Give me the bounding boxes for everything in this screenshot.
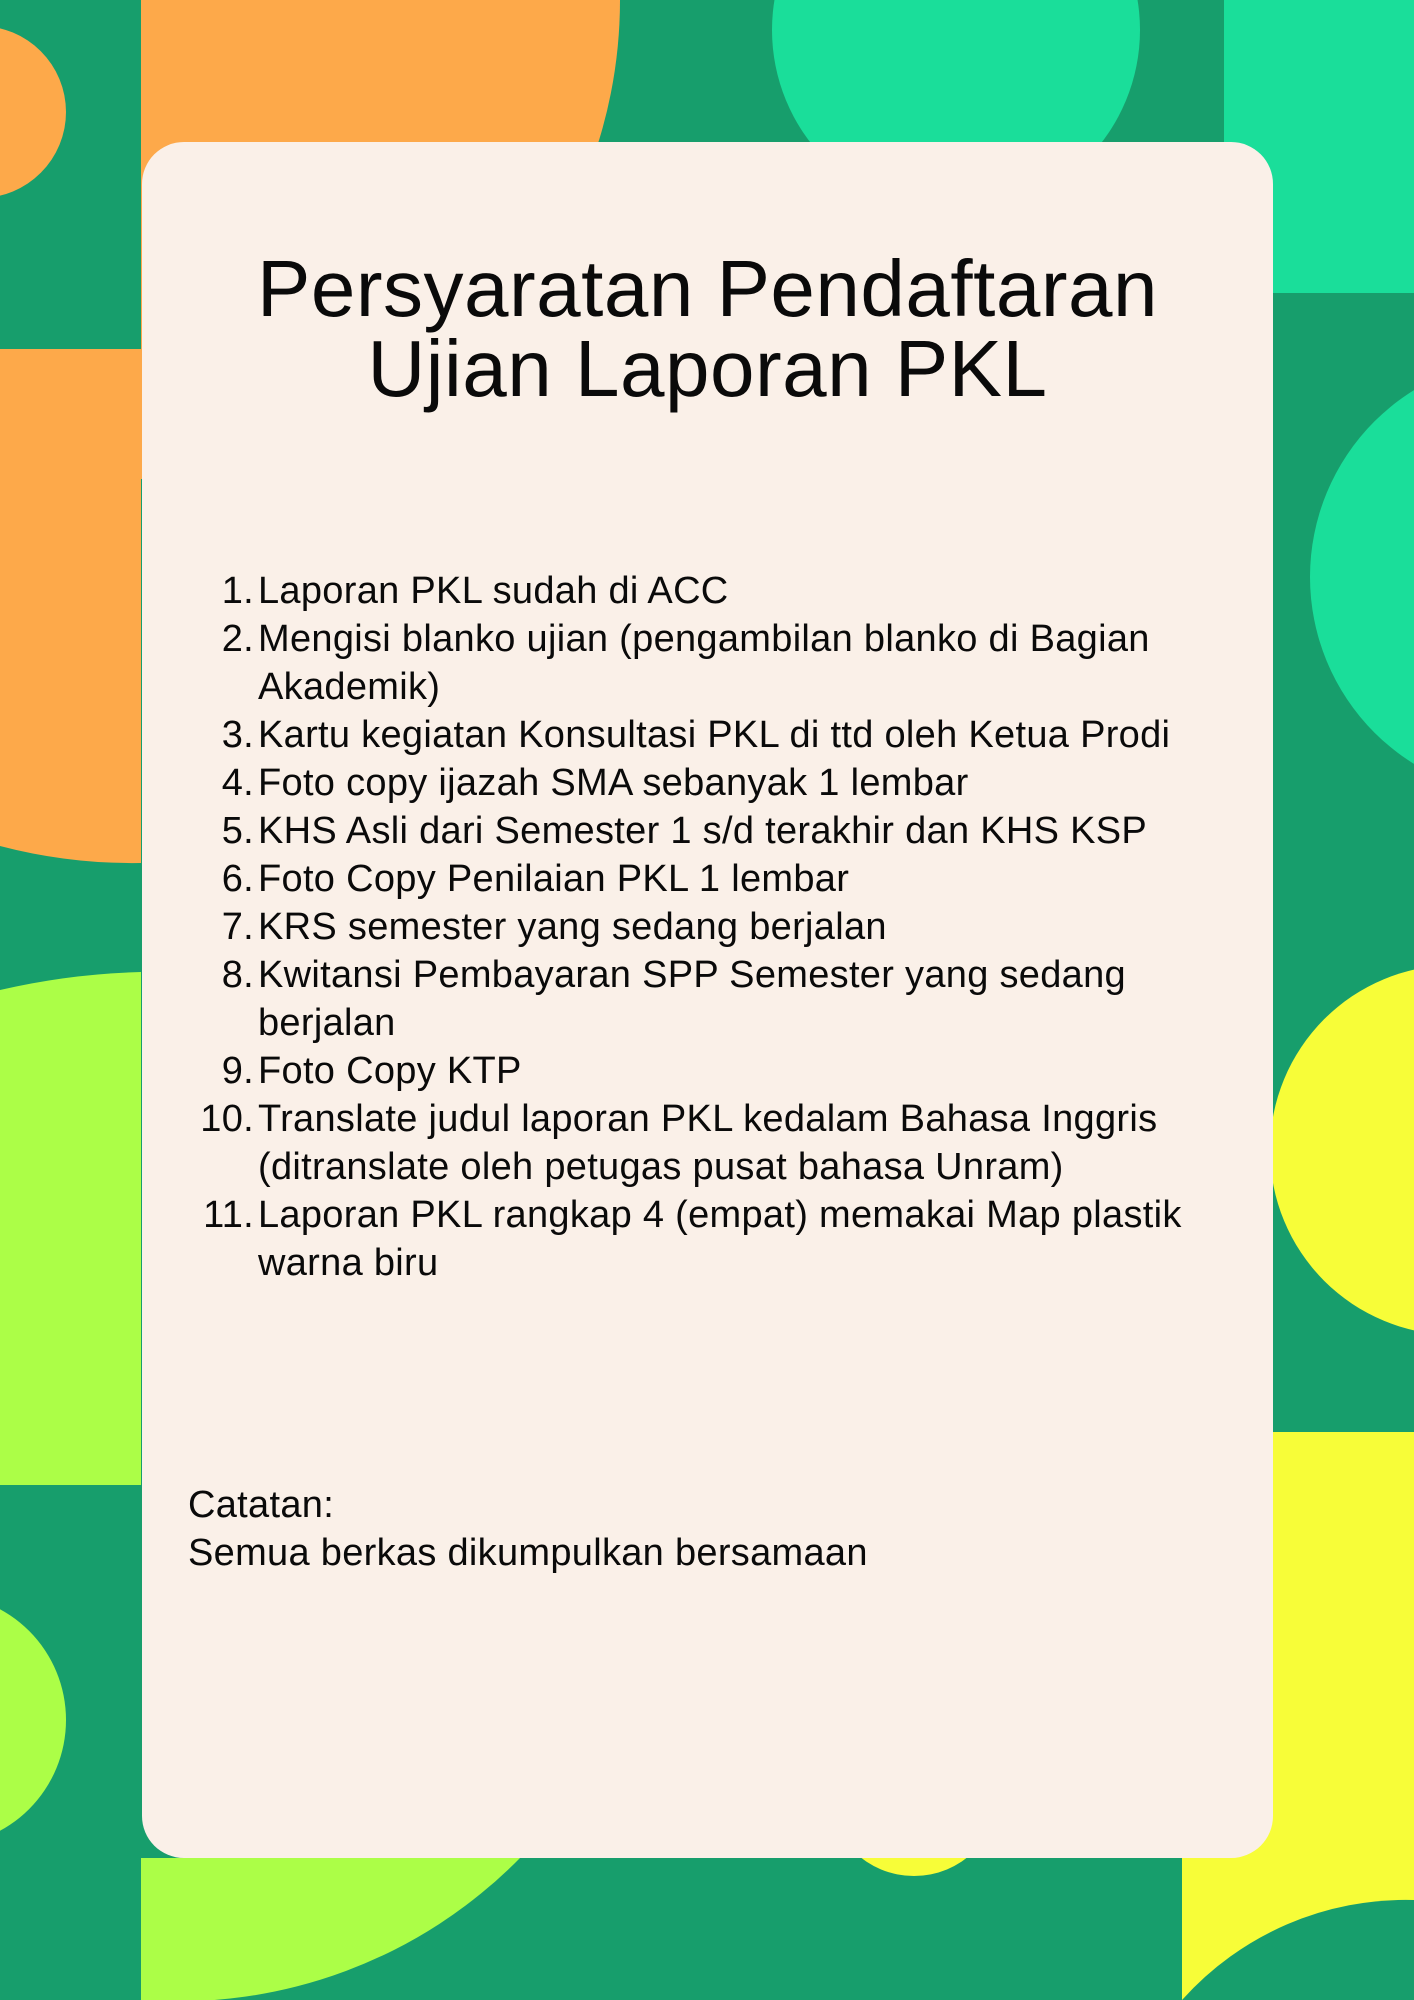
list-item	[190, 1191, 1230, 1287]
list-item	[190, 807, 1230, 855]
item-text: Laporan PKL rangkap 4 (empat) memakai Map plastik warna biru	[258, 1194, 1182, 1284]
item-text: Foto Copy KTP	[258, 1050, 522, 1092]
note-section	[188, 1481, 868, 1577]
item-text: Kwitansi Pembayaran SPP Semester yang sedang berjalan	[258, 954, 1126, 1044]
item-text: Kartu kegiatan Konsultasi PKL di ttd oleh Ketua Prodi	[258, 714, 1171, 756]
item-number: 8.	[221, 954, 254, 996]
list-item	[190, 855, 1230, 903]
list-item	[190, 1095, 1230, 1191]
item-number: 3.	[221, 714, 254, 756]
item-number: 11.	[203, 1194, 254, 1236]
lime-shape-left	[0, 972, 141, 1485]
list-item	[190, 1047, 1230, 1095]
item-text: KHS Asli dari Semester 1 s/d terakhir dan KHS KSP	[258, 810, 1148, 852]
title-line-2: Ujian Laporan PKL	[367, 324, 1048, 413]
item-number: 10.	[200, 1098, 254, 1140]
item-text: Translate judul laporan PKL kedalam Bahasa Inggris (ditranslate oleh petugas pusat bahasa Unram)	[258, 1098, 1158, 1188]
note-label: Catatan:	[188, 1484, 335, 1526]
orange-shape-left	[0, 349, 141, 863]
item-text: Foto Copy Penilaian PKL 1 lembar	[258, 858, 850, 900]
list-item	[190, 903, 1230, 951]
item-number: 4.	[221, 762, 254, 804]
requirements-list	[190, 567, 1230, 1287]
content-card	[142, 142, 1273, 1858]
list-item	[190, 567, 1230, 615]
item-number: 1.	[221, 570, 254, 612]
item-number: 2.	[221, 618, 254, 660]
item-text: Foto copy ijazah SMA sebanyak 1 lembar	[258, 762, 969, 804]
title-line-1: Persyaratan Pendaftaran	[257, 244, 1158, 333]
note-text: Semua berkas dikumpulkan bersamaan	[188, 1532, 868, 1574]
list-item	[190, 951, 1230, 1047]
item-number: 9.	[221, 1050, 254, 1092]
page-title	[142, 244, 1273, 413]
list-item	[190, 615, 1230, 711]
item-number: 5.	[221, 810, 254, 852]
list-item	[190, 759, 1230, 807]
item-number: 7.	[221, 906, 254, 948]
item-text: Mengisi blanko ujian (pengambilan blanko di Bagian Akademik)	[258, 618, 1150, 708]
item-text: KRS semester yang sedang berjalan	[258, 906, 887, 948]
list-item	[190, 711, 1230, 759]
item-text: Laporan PKL sudah di ACC	[258, 570, 729, 612]
item-number: 6.	[221, 858, 254, 900]
